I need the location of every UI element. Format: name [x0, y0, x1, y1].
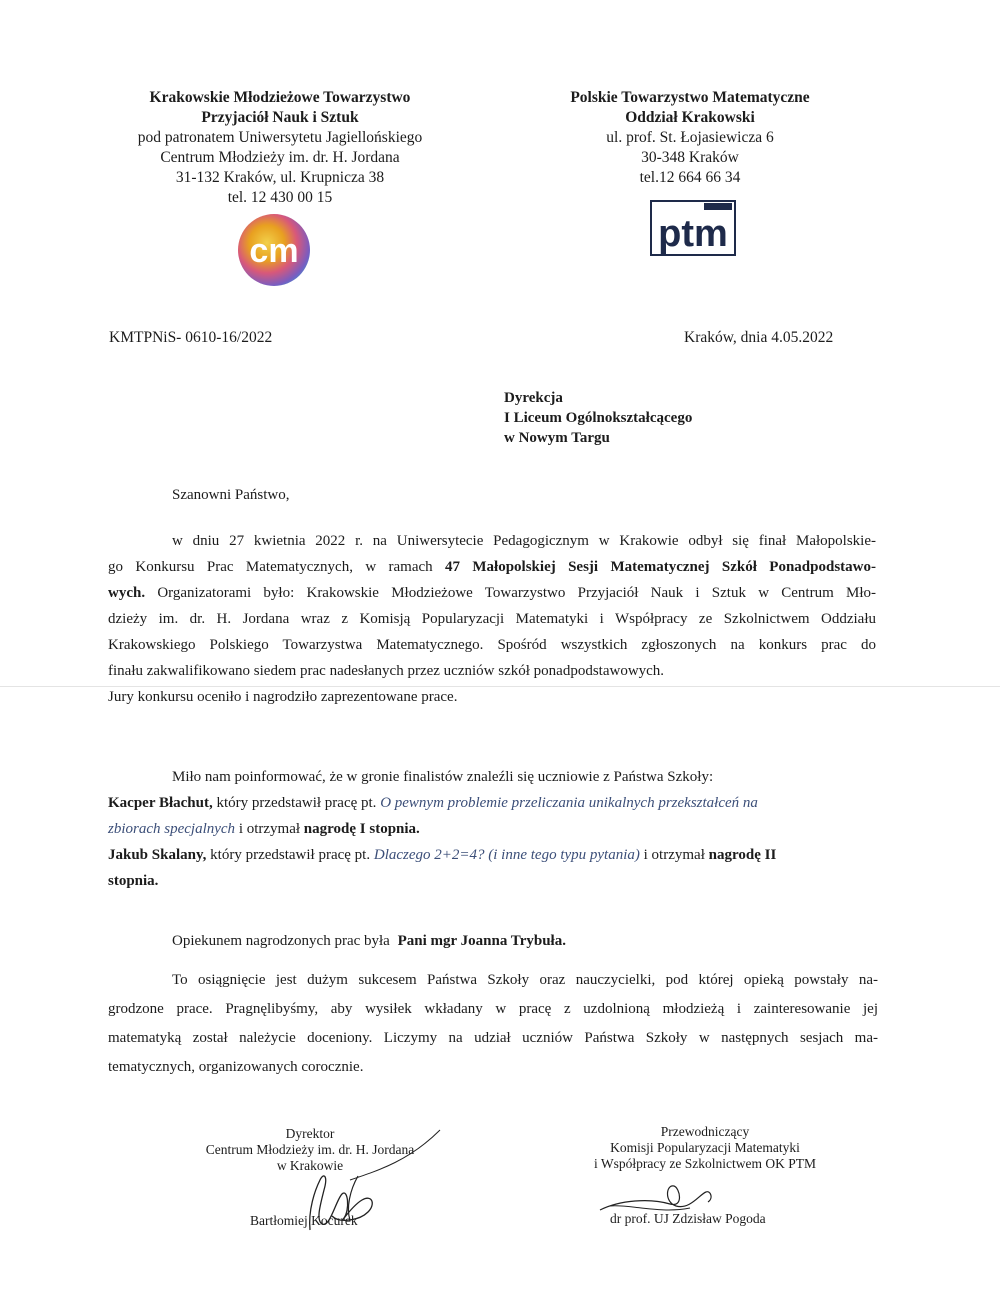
winner1-name: Kacper Błachut, — [108, 795, 213, 811]
sign-left-name: Bartłomiej Kocurek — [250, 1213, 358, 1228]
winner2-award-cont: stopnia. — [108, 873, 159, 889]
handwritten-signature-left — [280, 1120, 450, 1240]
body1-line5: Krakowskiego Polskiego Towarzystwa Matematycznego. Spośród wszystkich zgłoszonych na konkurs prac do — [108, 637, 876, 653]
winners-intro: Miło nam poinformować, że w gronie finalistów znaleźli się uczniowie z Państwa Szkoły: — [172, 769, 714, 785]
winner1-title-cont: zbiorach specjalnych — [108, 821, 236, 837]
recipient-line1: Dyrekcja — [504, 390, 563, 406]
sender-left-line3: pod patronatem Uniwersytetu Jagiellońskiego — [137, 129, 423, 146]
winner1-line2 — [108, 816, 878, 842]
winner1-award: nagrodę I stopnia. — [303, 821, 420, 837]
handwritten-signature-right — [590, 1170, 750, 1230]
body1-line3 — [108, 580, 876, 606]
sign-left-line3: w Krakowie — [276, 1158, 344, 1173]
body3-line1: To osiągnięcie jest dużym sukcesem Państwa Szkoły oraz nauczycielki, pod której opieką powstały na- — [172, 972, 878, 988]
sender-right-line4: 30-348 Kraków — [641, 149, 739, 166]
sender-right-line5: tel.12 664 66 34 — [639, 169, 741, 186]
ptm-logo-text: ptm — [658, 213, 728, 255]
sender-left-line5: 31-132 Kraków, ul. Krupnicza 38 — [175, 169, 385, 186]
recipient-line3: w Nowym Targu — [504, 430, 610, 446]
winner2-name: Jakub Skalany, — [108, 847, 207, 863]
winner2-award: nagrodę II — [708, 847, 777, 863]
greeting: Szanowni Państwo, — [172, 487, 290, 503]
body1-line2-text: go Konkursu Prac Matematycznych, w ramach — [108, 559, 446, 575]
winner1-line1 — [108, 790, 878, 816]
winner1-mid2: i otrzymał — [235, 821, 304, 837]
sender-left-line4: Centrum Młodzieży im. dr. H. Jordana — [160, 149, 400, 166]
body-paragraph-3 — [108, 966, 878, 1082]
sign-left-line2: Centrum Młodzieży im. dr. H. Jordana — [205, 1142, 415, 1157]
sender-left-line2: Przyjaciół Nauk i Sztuk — [201, 109, 359, 126]
body3-line2: grodzone prace. Pragnęlibyśmy, aby wysiłek wkładany w pracę z uzdolnioną młodzieżą i zainteresowanie jej — [108, 1001, 878, 1017]
sign-right-line2: Komisji Popularyzacji Matematyki — [610, 1140, 800, 1155]
winner2-line1 — [108, 842, 878, 868]
sign-right-line1: Przewodniczący — [660, 1124, 750, 1139]
body3-line4: tematycznych, organizowanych corocznie. — [108, 1059, 364, 1075]
sender-left-line1: Krakowskie Młodzieżowe Towarzystwo — [149, 89, 411, 106]
body1-line4: dzieży im. dr. H. Jordana wraz z Komisją Popularyzacji Matematyki i Współpracy ze Szkolnictwem Oddziału — [108, 611, 876, 627]
recipient-line2: I Liceum Ogólnokształcącego — [504, 410, 693, 426]
sign-right-name: dr prof. UJ Zdzisław Pogoda — [610, 1211, 766, 1226]
mentor-name: Pani mgr Joanna Trybuła. — [397, 933, 566, 949]
cm-logo-text: cm — [249, 232, 299, 270]
sender-right-line2: Oddział Krakowski — [625, 109, 755, 126]
sign-left-line1: Dyrektor — [285, 1126, 335, 1141]
ptm-logo — [650, 200, 736, 256]
mentor-line — [172, 928, 566, 954]
reference-number: KMTPNiS- 0610-16/2022 — [109, 329, 273, 346]
winner2-mid: który przedstawił pracę pt. — [206, 847, 374, 863]
sender-left-header — [100, 88, 460, 208]
sender-right-header — [520, 88, 860, 188]
body1-line3-text: Organizatorami było: Krakowskie Młodzieżowe Towarzystwo Przyjaciół Nauk i Sztuk w Centrum Mło- — [145, 585, 876, 601]
signature-block-right — [570, 1124, 840, 1172]
sender-right-line1: Polskie Towarzystwo Matematyczne — [570, 89, 810, 106]
sender-left-line6: tel. 12 430 00 15 — [227, 189, 333, 206]
winner2-line2 — [108, 868, 878, 894]
body1-line1: w dniu 27 kwietnia 2022 r. na Uniwersytecie Pedagogicznym w Krakowie odbył się finał Małopolskie- — [172, 533, 876, 549]
recipient-block — [504, 388, 692, 448]
winner1-mid: który przedstawił pracę pt. — [212, 795, 381, 811]
winners-list — [108, 790, 878, 894]
cm-logo — [236, 212, 312, 288]
winner2-title: Dlaczego 2+2=4? (i inne tego typu pytania) — [373, 847, 640, 863]
session-name-end: wych. — [108, 585, 146, 601]
body1-line6: finału zakwalifikowano siedem prac nadesłanych przez uczniów szkół ponadpodstawowych. — [108, 663, 665, 679]
place-date: Kraków, dnia 4.05.2022 — [684, 329, 834, 346]
session-name: 47 Małopolskiej Sesji Matematycznej Szkół Ponadpodstawo- — [445, 559, 876, 575]
sign-right-line3: i Współpracy ze Szkolnictwem OK PTM — [593, 1156, 817, 1171]
mentor-text: Opiekunem nagrodzonych prac była — [172, 933, 394, 949]
body-paragraph-1 — [108, 528, 876, 710]
body3-line3: matematyką został należycie doceniony. Liczymy na udział uczniów Państwa Szkoły w następnych sesjach ma- — [108, 1030, 878, 1046]
sender-right-line3: ul. prof. St. Łojasiewicza 6 — [606, 129, 774, 146]
body1-line2 — [108, 554, 876, 580]
body1-line7: Jury konkursu oceniło i nagrodziło zaprezentowane prace. — [108, 689, 458, 705]
winner2-mid2: i otrzymał — [639, 847, 709, 863]
winner1-title: O pewnym problemie przeliczania unikalnych przekształceń na — [380, 795, 758, 811]
